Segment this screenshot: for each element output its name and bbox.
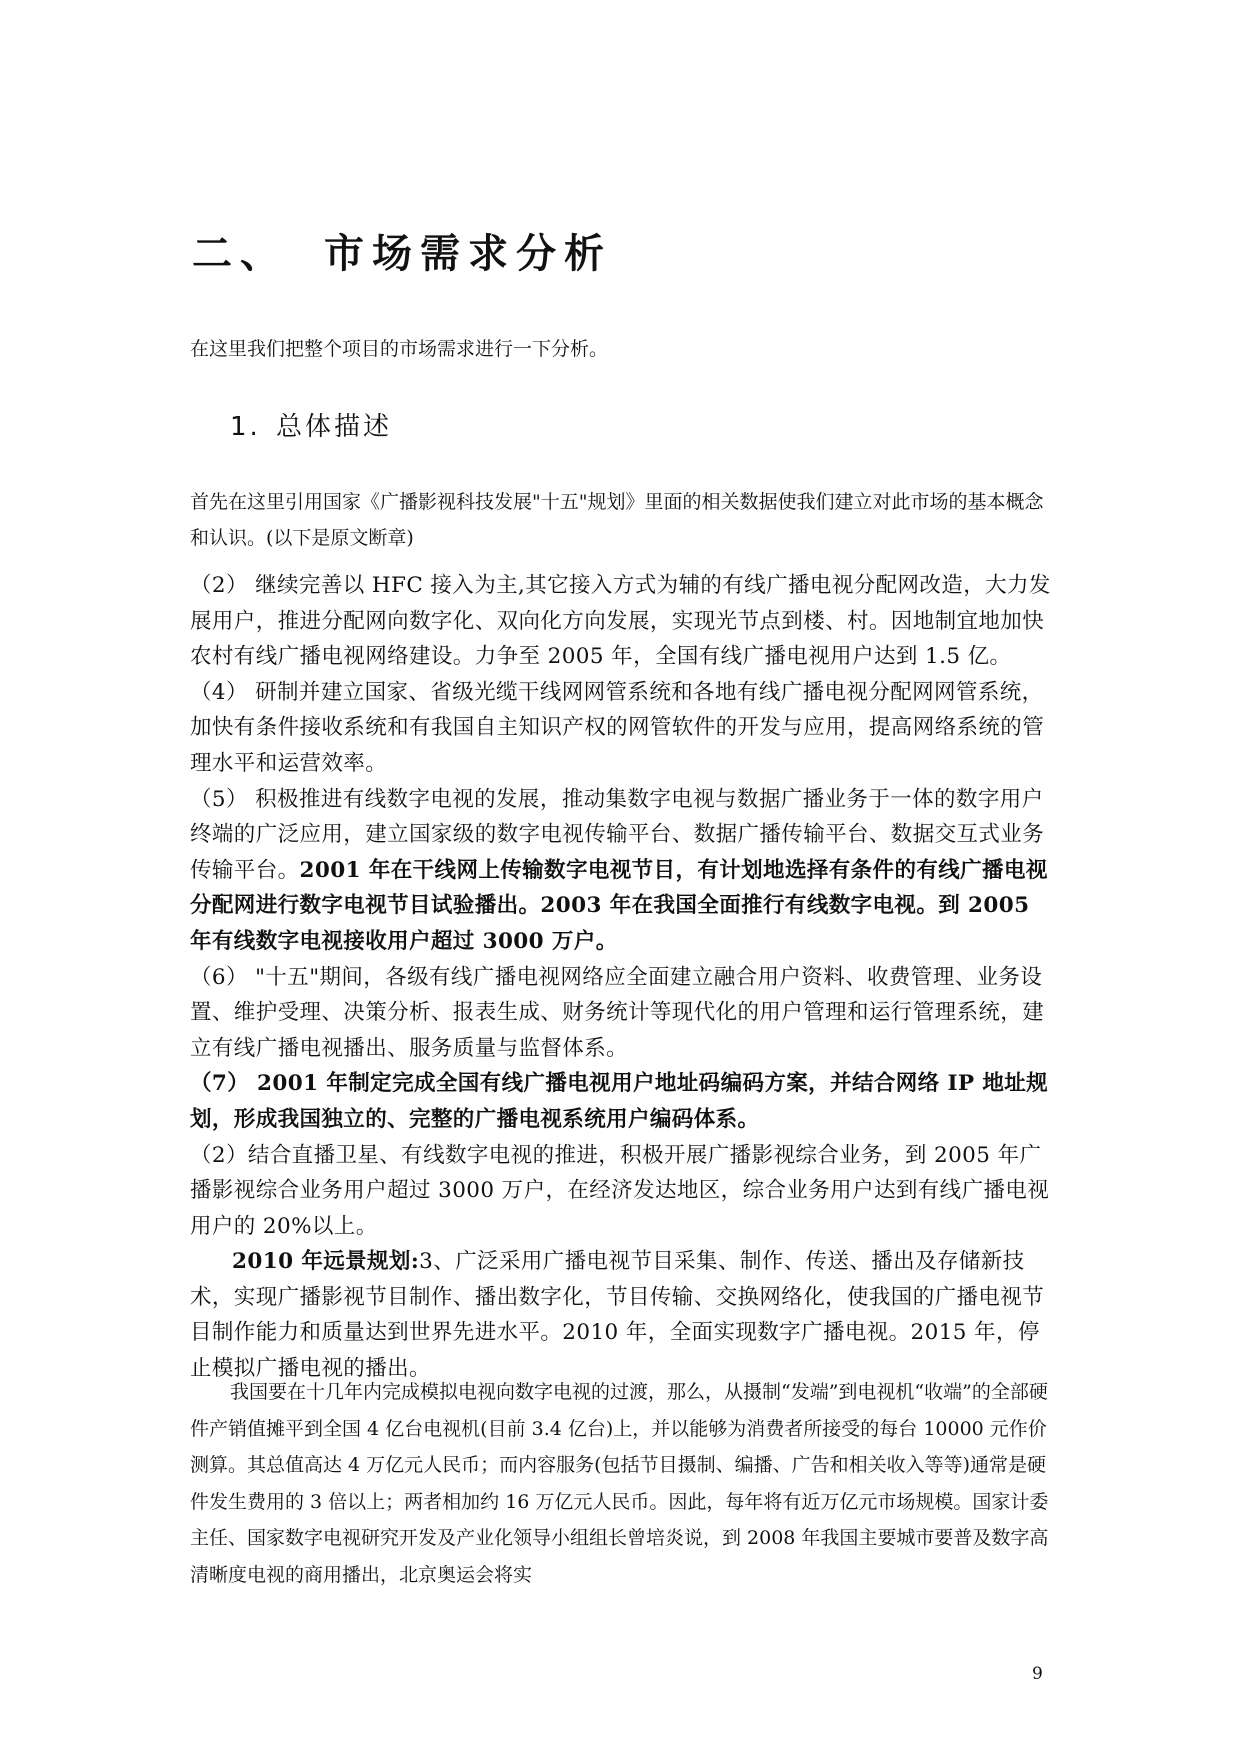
- quote-item-text: 3、广泛采用广播电视节目采集、制作、传送、播出及存储新技术，实现广播影视节目制作、播出数字化，节目传输、交换网络化，使我国的广播电视节目制作能力和质量达到世界先进水平。2010 年，全面实现数字广播电视。2015 年，停止模拟广播电视的播出。: [190, 1249, 1045, 1382]
- quote-item: [190, 1244, 1052, 1386]
- quote-item: （6） "十五"期间，各级有线广播电视网络应全面建立融合用户资料、收费管理、业务设置、维护受理、决策分析、报表生成、财务统计等现代化的用户管理和运行管理系统，建立有线广播电视播出、服务质量与监督体系。: [190, 964, 1045, 1061]
- intro-text: 在这里我们把整个项目的市场需求进行一下分析。: [190, 338, 609, 360]
- page-number: 9: [1032, 1664, 1043, 1684]
- quote-item: （2）结合直播卫星、有线数字电视的推进，积极开展广播影视综合业务，到 2005 年广播影视综合业务用户超过 3000 万户，在经济发达地区，综合业务用户达到有线广播电视用户的 20%以上。: [190, 1142, 1050, 1239]
- section-number: 二、: [192, 231, 288, 277]
- quote-item-emphasis: 2010 年远景规划:: [232, 1249, 420, 1275]
- section-heading: [192, 222, 612, 279]
- quote-item: （2） 继续完善以 HFC 接入为主,其它接入方式为辅的有线广播电视分配网改造，大力发展用户，推进分配网向数字化、双向化方向发展，实现光节点到楼、村。因地制宜地加快农村有线广播电视网络建设。力争至 2005 年，全国有线广播电视用户达到 1.5 亿。: [190, 573, 1051, 670]
- quoted-excerpt: [190, 568, 1052, 1387]
- lead-paragraph: 首先在这里引用国家《广播影视科技发展"十五"规划》里面的相关数据使我们建立对此市场的基本概念和认识。(以下是原文断章): [190, 491, 1044, 549]
- section-title: 市场需求分析: [324, 231, 612, 277]
- quote-item: （4） 研制并建立国家、省级光缆干线网网管系统和各地有线广播电视分配网网管系统，加快有条件接收系统和有我国自主知识产权的网管软件的开发与应用，提高网络系统的管理水平和运营效率。: [190, 679, 1045, 776]
- subsection-heading: [230, 406, 392, 443]
- quote-item: （7） 2001 年制定完成全国有线广播电视用户地址码编码方案，并结合网络 IP 地址规划，形成我国独立的、完整的广播电视系统用户编码体系。: [190, 1071, 1049, 1132]
- quote-item: [190, 782, 1052, 960]
- quote-item-emphasis: 2001 年在干线网上传输数字电视节目，有计划地选择有条件的有线广播电视分配网进行数字电视节目试验播出。2003 年在我国全面推行有线数字电视。到 2005 年有线数字电视接收用户超过 3000 万户。: [190, 857, 1048, 954]
- body-paragraph: 我国要在十几年内完成模拟电视向数字电视的过渡，那么，从摄制“发端”到电视机“收端”的全部硬件产销值摊平到全国 4 亿台电视机(目前 3.4 亿台)上，并以能够为消费者所接受的每台 10000 元作价测算。其总值高达 4 万亿元人民币；而内容服务(包括节目摄制、编播、广告和相关收入等等)通常是硬件发生费用的 3 倍以上；两者相加约 16 万亿元人民币。因此，每年将有近万亿元市场规模。国家计委主任、国家数字电视研究开发及产业化领导小组组长曾培炎说，到 2008 年我国主要城市要普及数字高清晰度电视的商用播出，北京奥运会将实: [190, 1381, 1049, 1586]
- subsection-number: 1.: [230, 412, 261, 442]
- quote-item-text: （5） 积极推进有线数字电视的发展，推动集数字电视与数据广播业务于一体的数字用户终端的广泛应用，建立国家级的数字电视传输平台、数据广播传输平台、数据交互式业务传输平台。: [190, 786, 1045, 883]
- subsection-title: 总体描述: [276, 412, 393, 442]
